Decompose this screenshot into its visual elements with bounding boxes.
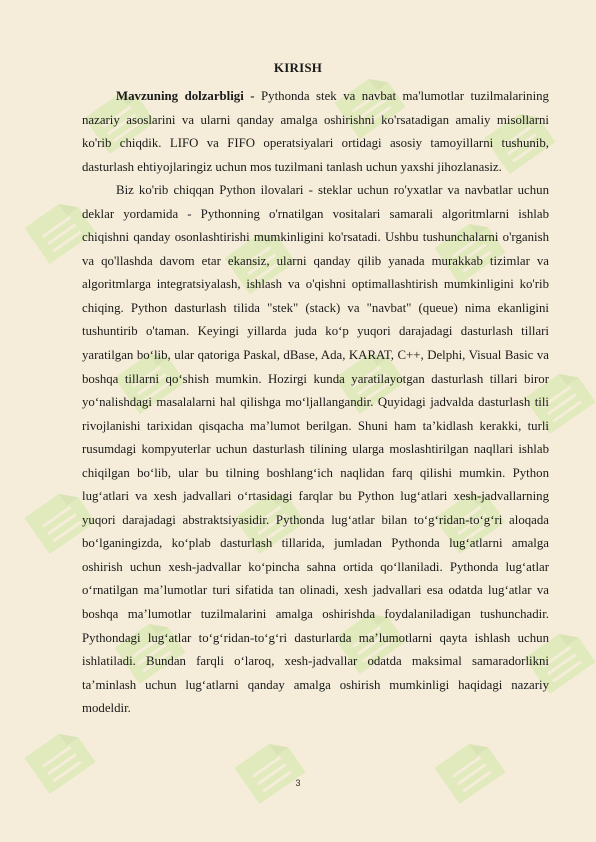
document-body bbox=[82, 85, 549, 721]
paragraph-lead: Mavzuning dolzarbligi - bbox=[116, 89, 262, 103]
page-title: KIRISH bbox=[273, 60, 323, 75]
paragraph-text: Pythonda stek va navbat ma'lumotlar tuzilmalarining nazariy asoslarini va ularni qanday amalga oshirishni ko'rsatadigan amaliy misollarni ko'rib chiqdik. LIFO va FIFO operatsiyalari ortidagi asosiy tamoyillarni tushunib, dasturlash ehtiyojlaringiz uchun mos tuzilmani tanlash uchun yaxshi jihozlanasiz. bbox=[82, 89, 549, 174]
paragraph-relevance bbox=[82, 85, 549, 179]
watermark-logo-icon bbox=[234, 736, 305, 804]
paragraph-python-implementations: Biz ko'rib chiqqan Python ilovalari - steklar uchun ro'yxatlar va navbatlar uchun deklar yordamida - Pythonning o'rnatilgan vositalari samarali algoritmlarni ishlab chiqishni qanday osonlashtirishi mumkinligini ko'rsatadi. Ushbu tushunchalarni o'rganish va qo'llashda davom etar ekansiz, ularni qanday qilib yanada murakkab tizimlar va algoritmlarga integratsiyalash, ishlash va o'qishni optimallashtirish mumkinligini ko'rib chiqing. Python dasturlash tilida "stek" (stack) va "navbat" (queue) nima ekanligini tushuntirib o'taman. Keyingi yillarda juda ko‘p yuqori darajadagi dasturlash tillari yaratilgan bo‘lib, ular qatoriga Paskal, dBase, Ada, KARAT, C++, Delphi, Visual Basic va boshqa tillarni qo‘shish mumkin. Hozirgi kunda yaratilayotgan dasturlash tillari biror yo‘nalishdagi masalalarni hal qilishga mo‘ljallangandir. Quyidagi jadvalda dasturlash tili rivojlanishi tarixidan qisqacha ma’lumot berilgan. Shuni ham ta’kidlash kerakki, turli rusumdagi kompyuterlar uchun dasturlash tilining ularga moslashtirilgan naqllari ishlab chiqilgan bo‘lib, ular bu tilning boshlang‘ich naqlidan farq qilishi mumkin. Python lug‘atlari va xesh jadvallari o‘rtasidagi farqlar bu Python lug‘atlari xesh-jadvallarning yuqori darajadagi abstraktsiyasidir. Pythonda lug‘atlar bilan to‘g‘ridan-to‘g‘ri aloqada bo‘lganingizda, ko‘plab dasturlash tillarida, jumladan Pythonda lug‘atlarni amalga oshirish uchun xesh-jadvallar ko‘pincha sahna ortida qo‘llaniladi. Pythonda lug‘atlar o‘rnatilgan ma’lumotlar turi sifatida tan olinadi, xesh jadvallari esa odatda lug‘atlar va boshqa ma’lumotlar tuzilmalarini amalga oshirishda foydalaniladigan tushunchadir. Pythondagi lug‘atlar to‘g‘ridan-to‘g‘ri dasturlarda ma’lumotlarni qayta ishlash uchun ishlatiladi. Bundan farqli o‘laroq, xesh-jadvallar odatda maksimal samaradorlikni ta’minlash uchun lug‘atlarni qanday amalga oshirish mumkinligi haqidagi nazariy modeldir. bbox=[82, 183, 549, 716]
page-number: 3 bbox=[295, 778, 301, 788]
watermark-logo-icon bbox=[434, 736, 505, 804]
